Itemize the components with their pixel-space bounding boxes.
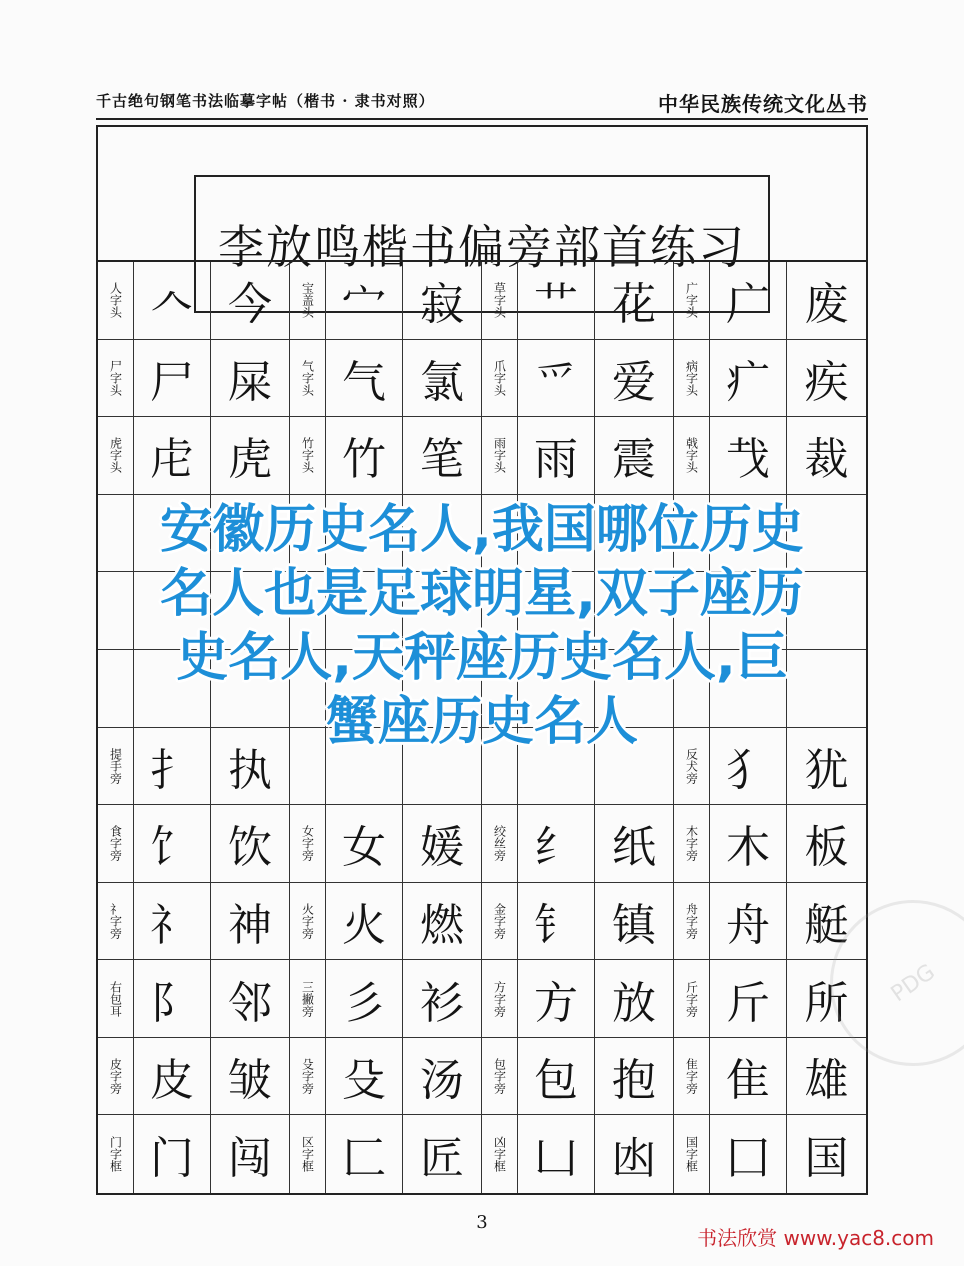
page-number: 3 (476, 1212, 488, 1233)
example-character: 凼 (595, 1115, 674, 1193)
example-character: 媛 (403, 805, 482, 883)
radical-label: 礻字旁 (98, 883, 134, 961)
example-character: 抱 (595, 1038, 674, 1116)
radical-glyph: 虍 (134, 417, 211, 495)
example-character: 国 (804, 1133, 849, 1185)
overlay-line: 安徽历史名人,我国哪位历史 (160, 500, 804, 560)
radical-glyph: 雨 (518, 417, 595, 495)
radical-label: 三撇旁 (290, 960, 326, 1038)
example-character: 皱 (211, 1038, 290, 1116)
radical-label: 隹字旁 (674, 1038, 710, 1116)
radical-label: 竹字头 (290, 417, 326, 495)
radical-glyph: 爫 (518, 340, 595, 418)
radical-glyph: 门 (134, 1115, 211, 1193)
header-divider (96, 118, 868, 120)
example-character: 震 (595, 417, 674, 495)
radical-glyph: 竹 (326, 417, 403, 495)
radical-glyph: 包 (518, 1038, 595, 1116)
radical-glyph: 礻 (134, 883, 211, 961)
radical-glyph: 艹 (518, 262, 595, 340)
radical-label: 人字头 (98, 262, 134, 340)
radical-glyph: 木 (710, 805, 787, 883)
radical-glyph: 纟 (518, 805, 595, 883)
radical-label: 火字旁 (290, 883, 326, 961)
example-character: 放 (595, 960, 674, 1038)
radical-label: 反犬旁 (674, 728, 710, 806)
radical-label: 木字旁 (674, 805, 710, 883)
radical-glyph: 疒 (710, 340, 787, 418)
radical-glyph: 皮 (134, 1038, 211, 1116)
radical-glyph: 钅 (518, 883, 595, 961)
example-character: 神 (211, 883, 290, 961)
radical-glyph: 囗 (710, 1115, 787, 1193)
radical-glyph: 火 (326, 883, 403, 961)
collection-title: 中华民族传统文化丛书 (658, 92, 868, 116)
book-series-title: 千古绝句钢笔书法临摹字帖（楷书 · 隶书对照） (96, 92, 435, 110)
example-character: 汤 (403, 1038, 482, 1116)
example-character: 饮 (211, 805, 290, 883)
example-character: 镇 (595, 883, 674, 961)
radical-label: 包字旁 (482, 1038, 518, 1116)
radical-label: 国字框 (674, 1115, 710, 1193)
radical-label: 提手旁 (98, 728, 134, 806)
radical-label: 殳字旁 (290, 1038, 326, 1116)
ghost-watermark-stamp: PDG (797, 867, 964, 1098)
radical-label: 戟字头 (674, 417, 710, 495)
overlay-headline (0, 498, 964, 754)
radical-label: 气字头 (290, 340, 326, 418)
radical-glyph: 阝 (134, 960, 211, 1038)
radical-glyph: 方 (518, 960, 595, 1038)
example-character: 犹 (787, 728, 866, 806)
radical-label: 右包耳 (98, 960, 134, 1038)
example-character: 爱 (595, 340, 674, 418)
radical-glyph: 气 (326, 340, 403, 418)
radical-label: 女字旁 (290, 805, 326, 883)
example-character: 板 (787, 805, 866, 883)
radical-glyph: 扌 (134, 728, 211, 806)
radical-glyph: 饣 (134, 805, 211, 883)
radical-label: 爪字头 (482, 340, 518, 418)
example-character: 花 (595, 262, 674, 340)
example-character: 邻 (211, 960, 290, 1038)
radical-glyph: 舟 (710, 883, 787, 961)
example-character: 纸 (595, 805, 674, 883)
example-character: 废 (787, 262, 866, 340)
page-title: 李放鸣楷书偏旁部首练习 (194, 175, 770, 313)
radical-label: 金字旁 (482, 883, 518, 961)
radical-label: 方字旁 (482, 960, 518, 1038)
radical-label: 凶字框 (482, 1115, 518, 1193)
example-character: 闯 (211, 1115, 290, 1193)
radical-glyph: 彡 (326, 960, 403, 1038)
radical-label: 病字头 (674, 340, 710, 418)
site-watermark: 书法欣赏 www.yac8.com (697, 1226, 934, 1250)
radical-label: 广字头 (674, 262, 710, 340)
radical-glyph: 𠆢 (134, 262, 211, 340)
radical-label: 虎字头 (98, 417, 134, 495)
radical-glyph: 殳 (326, 1038, 403, 1116)
radical-label: 尸字头 (98, 340, 134, 418)
radical-label: 区字框 (290, 1115, 326, 1193)
radical-label: 宝盖头 (290, 262, 326, 340)
radical-glyph: 𢦏 (710, 417, 787, 495)
radical-glyph: 犭 (710, 728, 787, 806)
example-character: 匠 (403, 1115, 482, 1193)
example-character: 虎 (211, 417, 290, 495)
radical-label: 门字框 (98, 1115, 134, 1193)
example-character: 疾 (787, 340, 866, 418)
radical-label: 食字旁 (98, 805, 134, 883)
radical-label: 舟字旁 (674, 883, 710, 961)
radical-label: 草字头 (482, 262, 518, 340)
radical-glyph: 尸 (134, 340, 211, 418)
example-character: 寂 (403, 262, 482, 340)
example-character: 裁 (787, 417, 866, 495)
example-character: 氯 (403, 340, 482, 418)
radical-glyph: 斤 (710, 960, 787, 1038)
example-character: 今 (211, 262, 290, 340)
radical-label: 雨字头 (482, 417, 518, 495)
radical-glyph: 隹 (710, 1038, 787, 1116)
radical-glyph: 宀 (326, 262, 403, 340)
example-character: 屎 (211, 340, 290, 418)
radical-glyph: 匚 (326, 1115, 403, 1193)
example-character: 笔 (403, 417, 482, 495)
example-character: 燃 (403, 883, 482, 961)
radical-glyph: 凵 (518, 1115, 595, 1193)
radical-label: 皮字旁 (98, 1038, 134, 1116)
radical-label: 绞丝旁 (482, 805, 518, 883)
example-character: 执 (211, 728, 290, 806)
example-character: 衫 (403, 960, 482, 1038)
radical-glyph: 女 (326, 805, 403, 883)
overlay-line: 史名人,天秤座历史名人,巨 (176, 628, 788, 688)
overlay-line: 名人也是足球明星,双子座历 (160, 564, 804, 624)
example-character: 雄 (787, 1038, 866, 1116)
example-character: 艇 (787, 883, 866, 961)
example-character: 所 (787, 960, 866, 1038)
radical-label: 斤字旁 (674, 960, 710, 1038)
radical-glyph: 广 (710, 262, 787, 340)
overlay-line: 蟹座历史名人 (325, 692, 638, 752)
